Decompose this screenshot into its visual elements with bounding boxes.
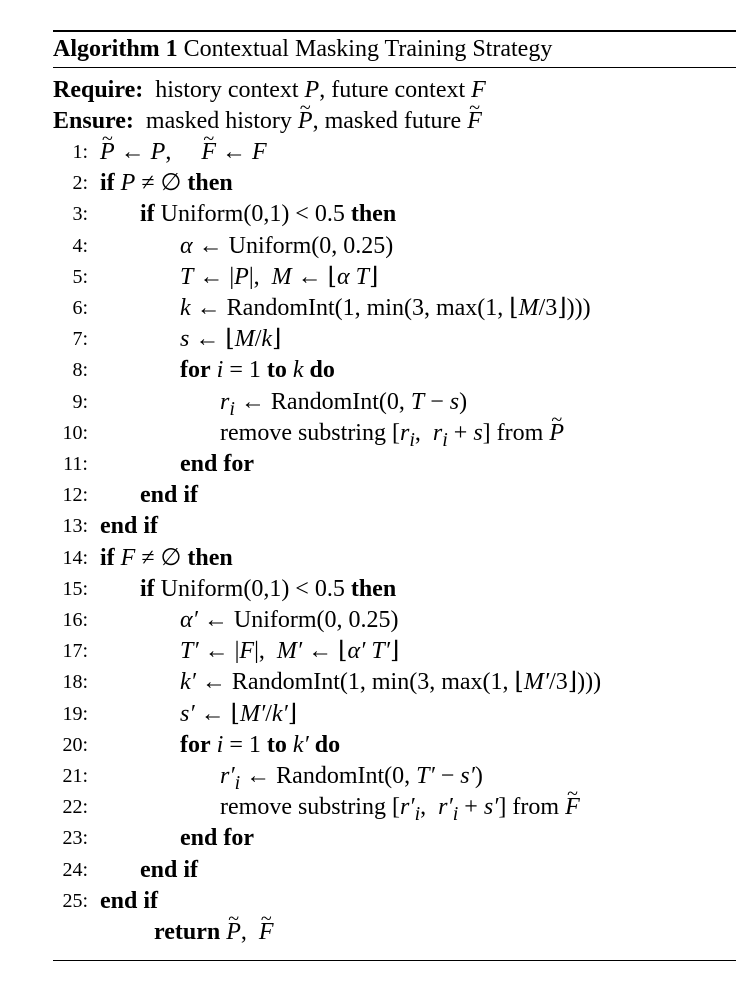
line-code: end if [140,482,199,509]
line-number: 25: [62,889,88,912]
algorithm-line [0,137,738,168]
line-number: 21: [62,765,88,787]
line-number: 3: [72,203,88,226]
require-text: history context P, future context F [149,77,486,103]
algorithm-line [0,855,738,886]
line-number: 6: [72,297,88,319]
algorithm-line [0,168,738,199]
line-code: k′ ← RandomInt(1, min(3, max(1, ⌊M′/3⌋))) [180,669,602,696]
line-code: s′ ← ⌊M′/k′⌋ [180,700,298,727]
algorithm-line [0,543,738,574]
bottom-rule [53,960,736,961]
line-code: if Uniform(0,1) < 0.5 then [140,201,397,228]
line-code: remove substring [$r_i$, $r_i + s$] from ~ P [220,418,564,456]
algorithm-line [0,480,738,511]
line-code: k ← RandomInt(1, min(3, max(1, ⌊M/3⌋))) [180,295,591,321]
line-number: 10: [62,421,88,444]
ensure-label: Ensure: [53,108,134,134]
line-code: for i = 1 to k do [180,357,335,384]
require-label: Require: [53,77,144,103]
ensure-line [53,106,482,137]
algorithm-line [0,262,738,293]
line-code: s ← ⌊M/k⌋ [180,326,282,353]
algorithm-caption [53,33,552,65]
line-code: if Uniform(0,1) < 0.5 then [140,575,397,602]
algorithm-line [0,324,738,355]
line-number: 14: [62,546,88,569]
line-code: $r'_i$ ← RandomInt(0, T′ − s′) [220,763,483,794]
line-code: α ← Uniform(0, 0.25) [180,232,394,259]
line-number: 2: [72,172,88,195]
line-number: 16: [62,609,88,631]
algorithm-line [0,449,738,480]
line-number: 4: [72,234,88,257]
line-number: 22: [62,796,88,819]
algorithm-line [0,761,738,792]
algorithm-line [0,699,738,730]
line-number: 8: [72,359,88,382]
line-number: 1: [72,141,88,163]
line-code: remove substring [$r'_i$, $r'_i + s'$] from ~ F [220,792,580,830]
line-number: 7: [72,328,88,351]
algorithm-line [0,293,738,324]
line-code: T′ ← |F|, M′ ← ⌊α′ T′⌋ [180,638,400,665]
line-code: if F ≠ ∅ then [100,544,233,571]
ensure-text: masked history ~ P, masked future ~ F [140,108,482,134]
algorithm-line [0,605,738,636]
algorithm-line [0,231,738,262]
line-number: 9: [72,390,88,413]
algorithm-line [0,355,738,386]
line-code: end if [100,887,159,914]
line-code: end if [100,513,159,540]
line-number: 19: [62,702,88,725]
top-rule [53,30,736,32]
line-number: 24: [62,858,88,881]
line-number: 12: [62,484,88,507]
line-code: ~ P ← P, ~ F ← F [100,137,267,168]
algorithm-line [0,823,738,854]
line-code: end if [140,856,199,883]
line-number: 15: [62,577,88,600]
line-number: 23: [62,827,88,850]
algorithm-line [0,792,738,823]
algorithm-title: Contextual Masking Training Strategy [183,36,553,62]
line-code: T ← |P|, M ← ⌊α T⌋ [180,263,379,290]
line-number: 20: [62,733,88,756]
line-code: for i = 1 to k′ do [180,731,341,758]
algorithm-line [0,886,738,917]
line-number: 5: [72,265,88,288]
require-line [53,75,486,106]
line-code: end for [180,825,254,852]
line-number: 13: [62,515,88,538]
line-code: return ~ P, ~ F [154,917,274,948]
caption-rule [53,67,736,68]
algorithm-line [0,730,738,761]
algorithm-line [0,667,738,698]
line-number: 18: [62,671,88,694]
algorithm-line [0,387,738,418]
algorithm-line [0,199,738,230]
algorithm-line [0,636,738,667]
line-number: 11: [63,453,88,475]
line-number: 17: [62,640,88,663]
line-code: α′ ← Uniform(0, 0.25) [180,607,399,633]
line-code: $r_i$ ← RandomInt(0, T − s) [220,388,468,420]
line-code: end for [180,451,254,477]
algorithm-label: Algorithm 1 [53,36,178,62]
algorithm-line [0,917,738,948]
algorithm-line [0,511,738,542]
line-code: if P ≠ ∅ then [100,170,233,197]
algorithm-line [0,418,738,449]
algorithm-line [0,574,738,605]
